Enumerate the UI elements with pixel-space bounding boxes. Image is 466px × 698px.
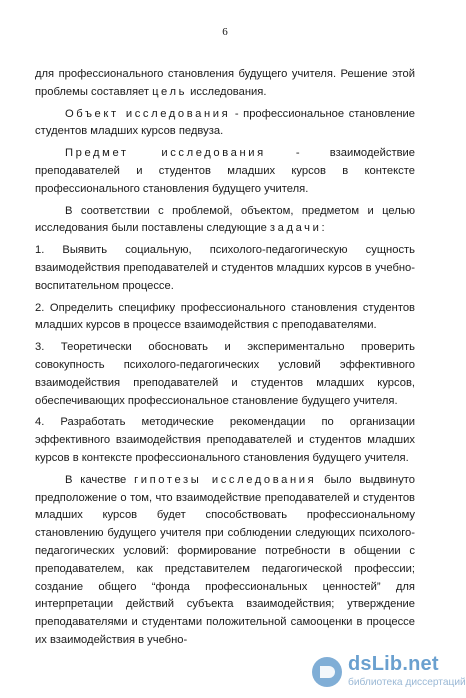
spaced-term-goal: цель [152, 85, 187, 98]
paragraph-text: В соответствии с проблемой, объектом, предметом и целью исследования были поставлены следующие [35, 204, 415, 235]
paragraph-hypothesis [35, 472, 415, 650]
task-item-2: 2. Определить специфику профессионального становления студентов младших курсов в процессе взаимодействия с преподавателями. [35, 301, 415, 332]
paragraph-text: исследования. [190, 85, 267, 98]
paragraph-text: было выдвинуто предположение о том, что взаимодействие преподавателей и студентов младших курсов будет способствовать профессиональному становлению будущего учителя при соблюдении следующих психолого-педагогических условий: формирование потребности в общении с преподавателем, как представителем педагогической профессии; создание общего “фонда профессиональных ценностей” для интерпретации действий субъекта взаимодействия; утверждение преподавателями и студентами положительной самооценки в процессе их взаимодействия в учебно- [35, 473, 416, 646]
task-item-1: 1. Выявить социальную, психолого-педагогическую сущность взаимодействия преподавателей и студентов младших курсов в учебно-воспитательном процессе. [35, 244, 415, 292]
document-body [35, 66, 415, 654]
paragraph-text: - профессиональное становление студентов младших курсов педвуза. [35, 107, 415, 138]
spaced-term-subject: Предмет исследования [65, 147, 266, 160]
spaced-term-object: Объект исследования [65, 107, 231, 120]
spaced-term-tasks: задачи [269, 222, 322, 235]
paragraph-text: для профессионального становления будущего учителя. Решение этой проблемы составляет [35, 68, 415, 98]
page-number: 6 [222, 26, 228, 38]
paragraph-text: : [321, 222, 325, 235]
dslib-logo-icon [310, 655, 344, 689]
paragraph-tasks-intro [35, 203, 415, 239]
spaced-term-hypothesis: гипотезы исследования [134, 473, 317, 486]
watermark-brand: dsLib.net [348, 653, 439, 675]
paragraph-subject [35, 145, 415, 198]
task-item-4: 4. Разработать методические рекомендации по организации эффективного взаимодействия преподавателей и студентов младших курсов в контексте профессионального становления будущего учителя. [35, 416, 415, 464]
paragraph-text: В качестве [65, 473, 127, 486]
task-item-3: 3. Теоретически обосновать и экспериментально проверить совокупность психолого-педагогических условий эффективного взаимодействия преподавателей и студентов младших курсов, обеспечивающих профессиональное становление будущего учителя. [35, 341, 415, 407]
dslib-watermark [310, 653, 466, 693]
paragraph-problem [35, 66, 415, 102]
paragraph-object [35, 106, 415, 142]
paragraph-text: - взаимодействие преподавателей и студентов младших курсов в контексте профессионального становления будущего учителя. [35, 147, 415, 195]
watermark-tagline: библиотека диссертаций [348, 677, 466, 688]
